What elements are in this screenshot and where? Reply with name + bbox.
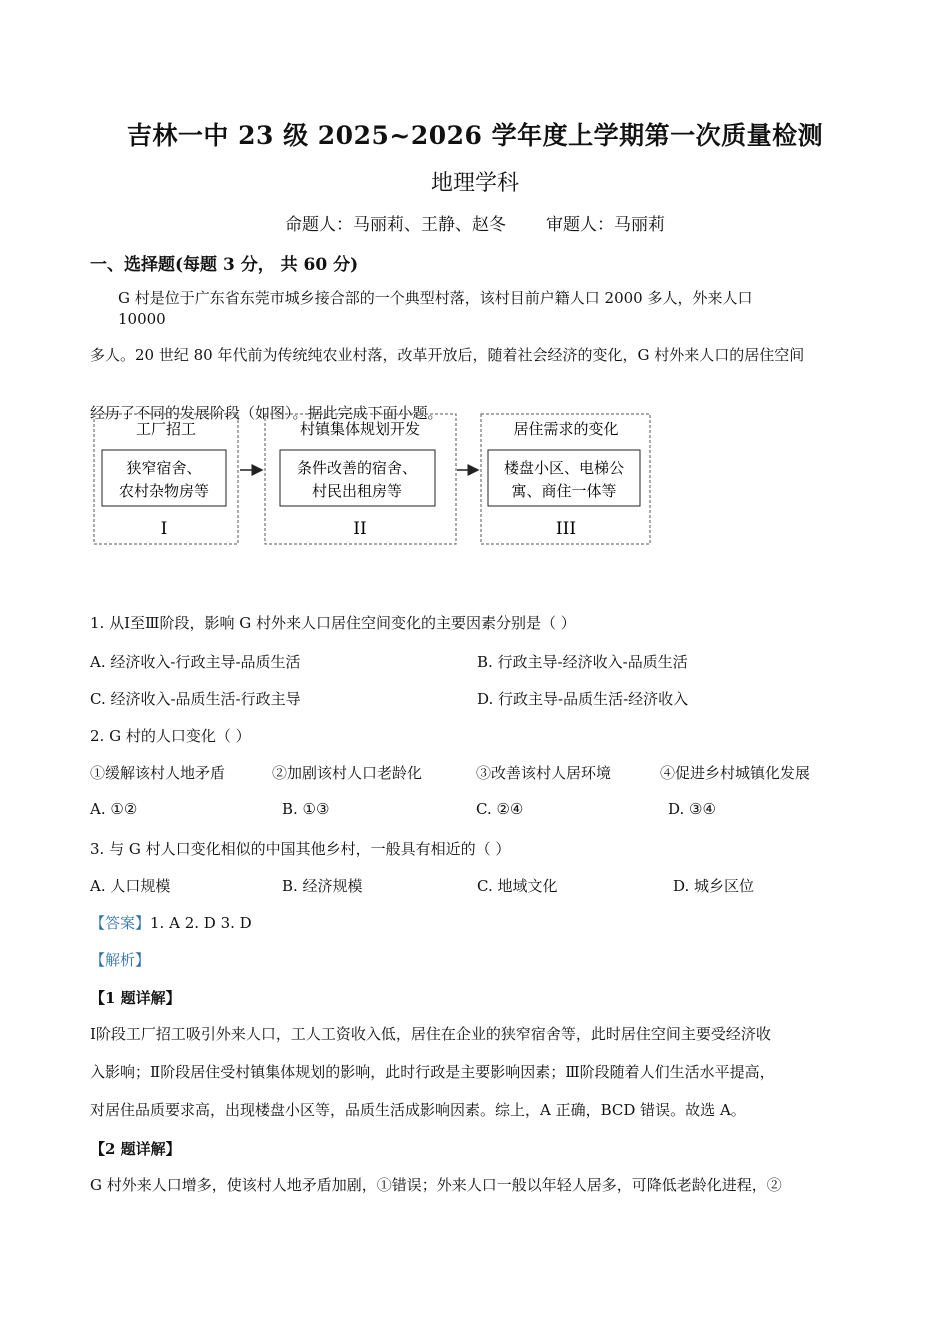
- stage-1-line1: 狭窄宿舍、: [126, 459, 202, 477]
- stage-3-line2: 寓、商住一体等: [511, 482, 617, 500]
- stage-3-line1: 楼盘小区、电梯公: [503, 459, 625, 477]
- q3-option-d: D. 城乡区位: [673, 877, 755, 895]
- answer-tag: 【答案】: [90, 914, 151, 932]
- detail-2-line-1: G 村外来人口增多，使该村人地矛盾加剧，①错误；外来人口一般以年轻人居多，可降低老龄化进程，②: [90, 1176, 782, 1194]
- question-1-stem: 1. 从Ⅰ至Ⅲ阶段，影响 G 村外来人口居住空间变化的主要因素分别是（ ）: [90, 614, 576, 632]
- authors-line: [0, 210, 950, 235]
- question-2-stem: 2. G 村的人口变化（ ）: [90, 727, 251, 745]
- detail-1-line-1: Ⅰ阶段工厂招工吸引外来人口，工人工资收入低，居住在企业的狭窄宿舍等，此时居住空间主要受经济收: [90, 1025, 771, 1043]
- q2-item-4: ④促进乡村城镇化发展: [660, 764, 811, 782]
- q2-item-1: ①缓解该村人地矛盾: [90, 764, 226, 782]
- stage-1: [94, 414, 238, 544]
- stage-1-numeral: I: [160, 519, 168, 539]
- stage-3-numeral: III: [555, 519, 577, 539]
- analysis-tag: 【解析】: [90, 951, 151, 969]
- passage-line-3: 经历了不同的发展阶段（如图）。据此完成下面小题。: [90, 404, 443, 422]
- passage-line-1: [118, 288, 752, 330]
- question-3-stem: 3. 与 G 村人口变化相似的中国其他乡村，一般具有相近的（ ）: [90, 840, 511, 858]
- q1-option-d: D. 行政主导-品质生活-经济收入: [477, 690, 689, 708]
- detail-1-line-2: 入影响；Ⅱ阶段居住受村镇集体规划的影响，此时行政是主要影响因素；Ⅲ阶段随着人们生活水平提高，: [90, 1063, 775, 1081]
- passage-line-1-text: G 村是位于广东省东莞市城乡接合部的一个典型村落，该村目前户籍人口 2000 多人，外来人口: [118, 289, 753, 307]
- q3-option-c: C. 地域文化: [477, 877, 558, 895]
- passage-line-1-cont: 10000: [118, 310, 166, 328]
- answer-line: [90, 912, 252, 933]
- q2-option-c: C. ②④: [476, 800, 524, 818]
- stage-2-line2: 村民出租房等: [311, 482, 403, 500]
- stage-3-header: 居住需求的变化: [513, 420, 619, 438]
- reviewer: 审题人：马丽莉: [546, 215, 665, 235]
- stage-diagram: [90, 410, 655, 550]
- q3-option-b: B. 经济规模: [282, 877, 363, 895]
- q2-option-d: D. ③④: [668, 800, 716, 818]
- detail-2-title: 【2 题详解】: [90, 1140, 181, 1158]
- q1-option-c: C. 经济收入-品质生活-行政主导: [90, 690, 301, 708]
- q3-option-a: A. 人口规模: [90, 877, 171, 895]
- q2-item-3: ③改善该村人居环境: [476, 764, 612, 782]
- stage-2: [265, 414, 456, 544]
- stage-2-header: 村镇集体规划开发: [299, 420, 421, 438]
- stage-2-numeral: II: [353, 519, 367, 539]
- q1-option-b: B. 行政主导-经济收入-品质生活: [477, 653, 688, 671]
- q2-item-2: ②加剧该村人口老龄化: [272, 764, 423, 782]
- section-heading: 一、选择题(每题 3 分， 共 60 分): [90, 255, 359, 275]
- subject-title: 地理学科: [430, 171, 519, 196]
- answer-text: 1. A 2. D 3. D: [150, 914, 252, 932]
- setters: 命题人：马丽莉、王静、赵冬: [285, 215, 506, 235]
- q1-option-a: A. 经济收入-行政主导-品质生活: [90, 653, 301, 671]
- stage-2-line1: 条件改善的宿舍、: [296, 459, 418, 477]
- stage-1-line2: 农村杂物房等: [118, 482, 210, 500]
- stage-3: [481, 414, 650, 544]
- stage-1-header: 工厂招工: [135, 420, 197, 438]
- detail-1-line-3: 对居住品质要求高，出现楼盘小区等，品质生活成影响因素。综上，A 正确，BCD 错误。故选 A。: [90, 1101, 746, 1119]
- q2-option-a: A. ①②: [90, 800, 138, 818]
- detail-1-title: 【1 题详解】: [90, 989, 181, 1007]
- exam-title: 吉林一中 23 级 2025~2026 学年度上学期第一次质量检测: [126, 121, 824, 150]
- passage-line-2: 多人。20 世纪 80 年代前为传统纯农业村落，改革开放后，随着社会经济的变化，G 村外来人口的居住空间: [90, 346, 805, 364]
- q2-option-b: B. ①③: [282, 800, 330, 818]
